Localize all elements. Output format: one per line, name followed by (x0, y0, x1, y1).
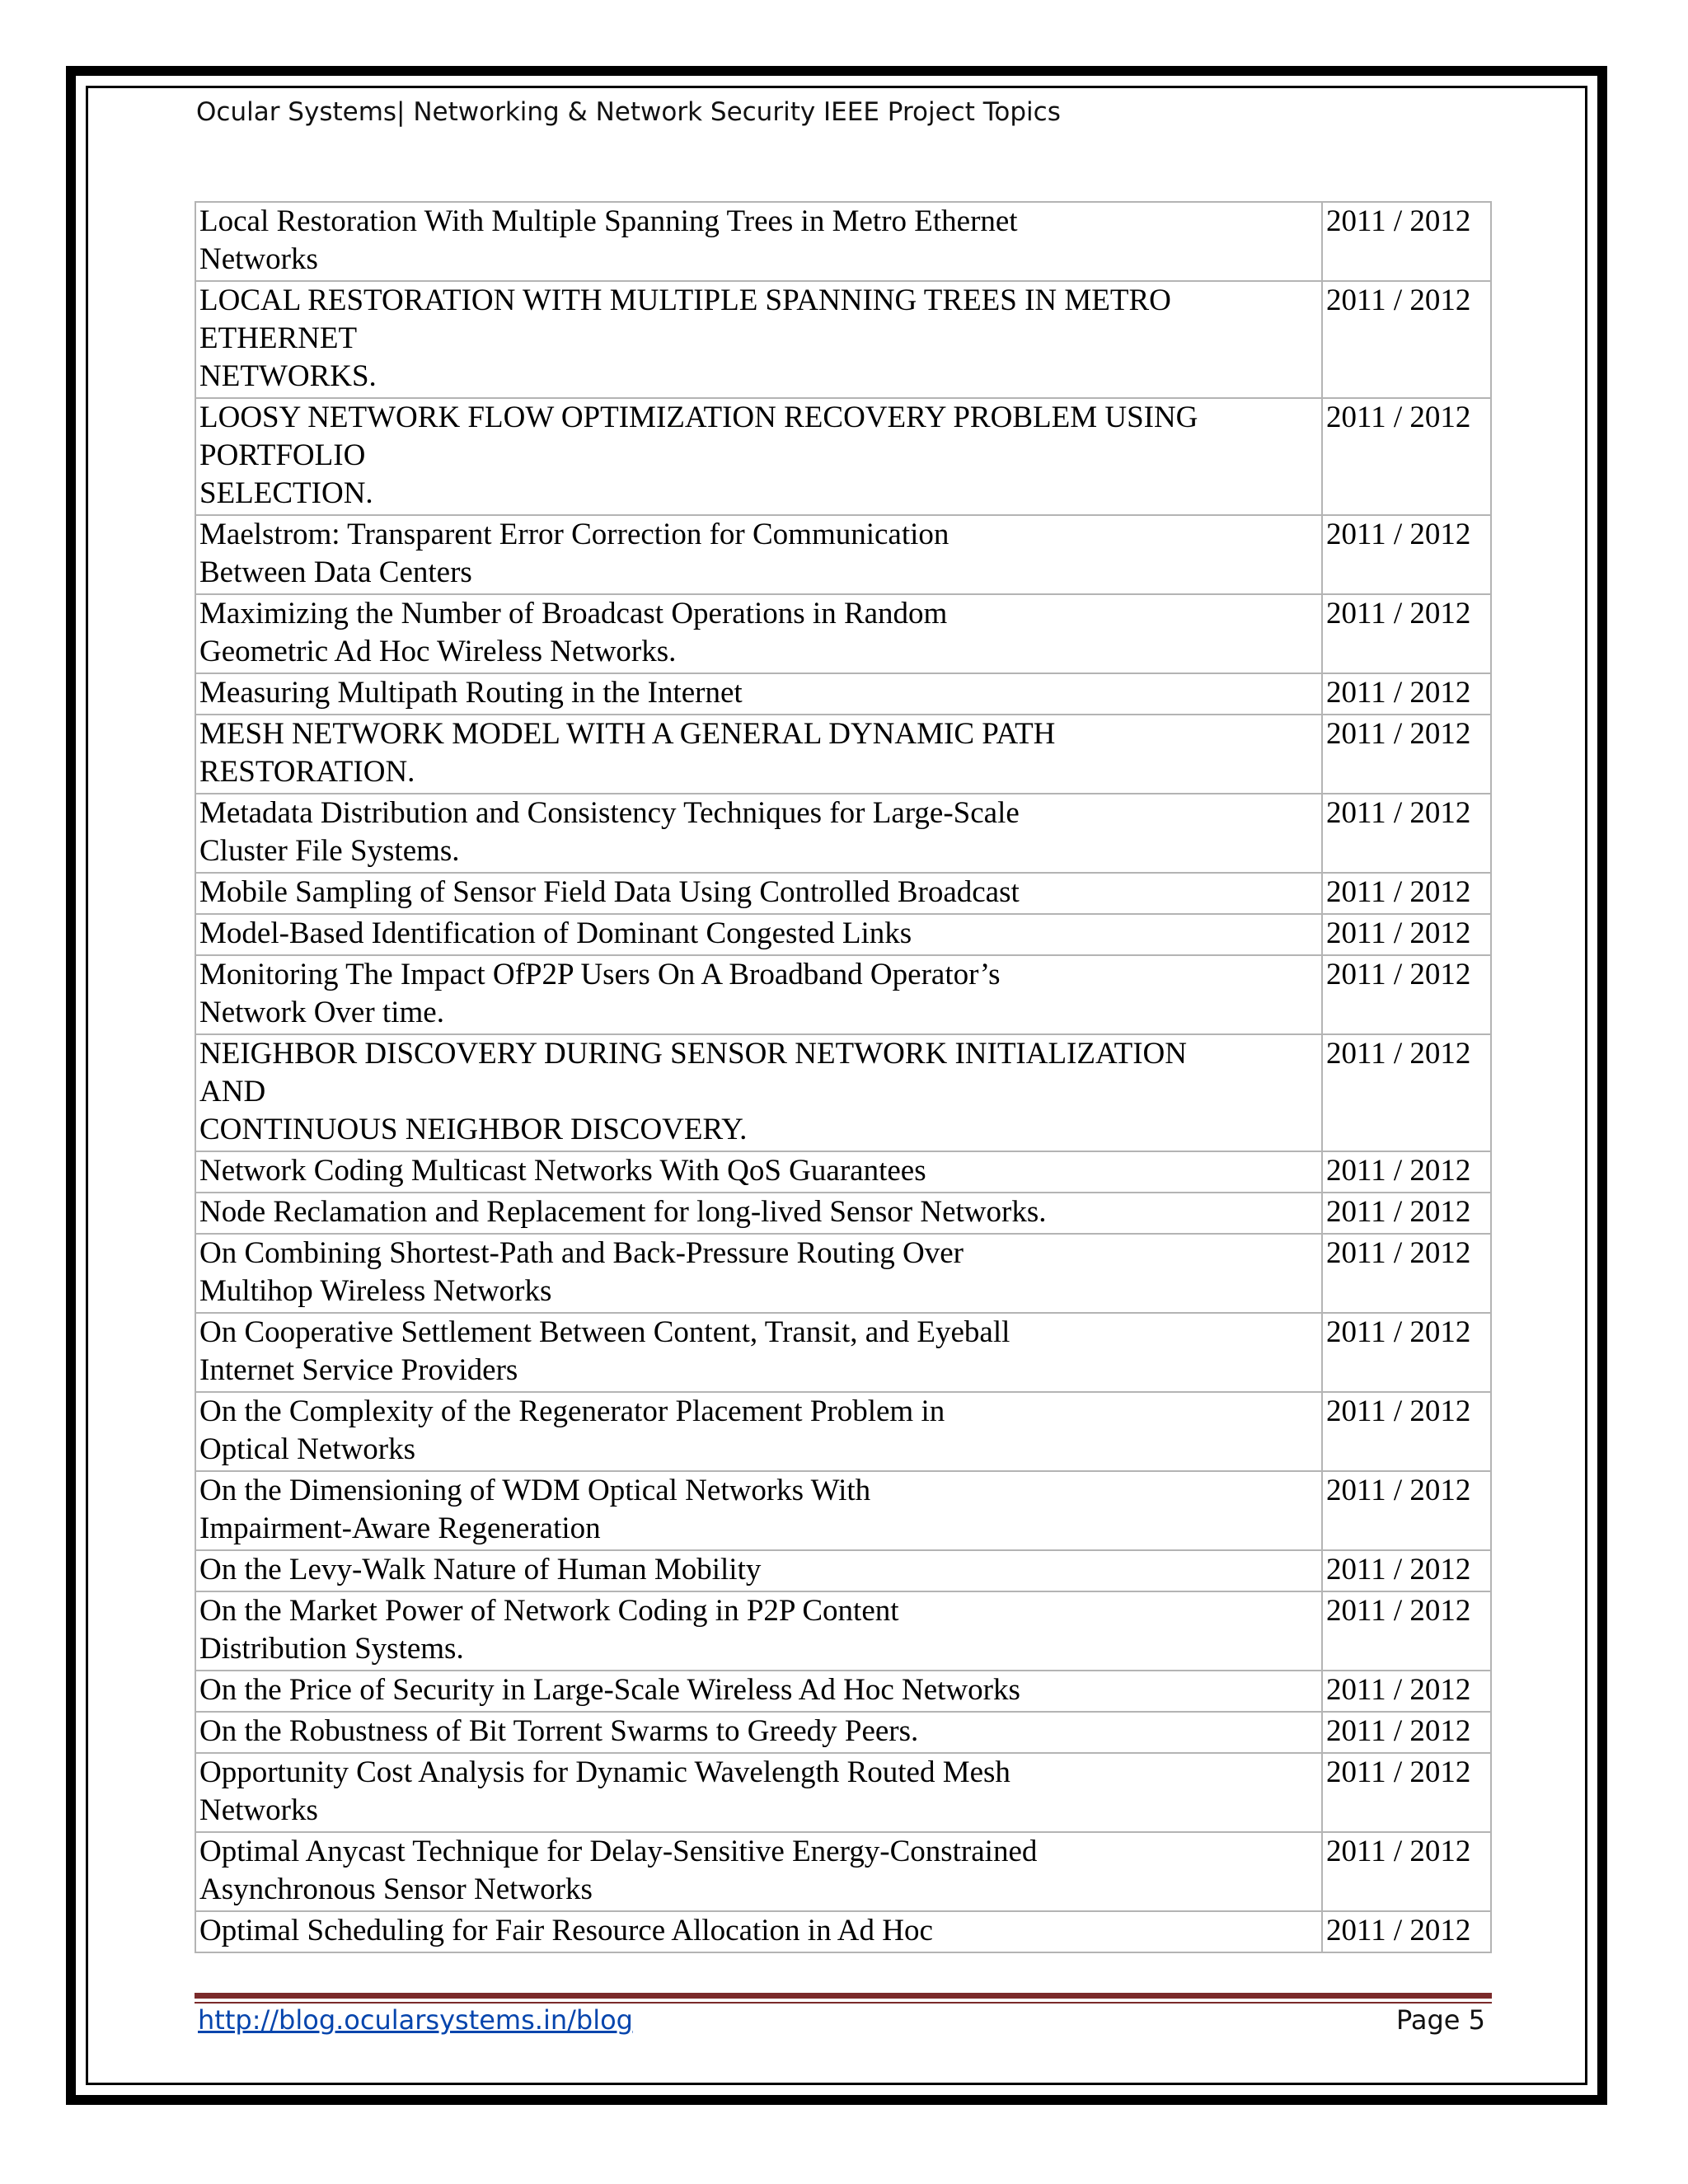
topic-title: Maelstrom: Transparent Error Correction for Communication Between Data Centers (199, 518, 950, 589)
table-row (195, 1712, 1491, 1753)
topic-title-cell (195, 1671, 1322, 1712)
topic-title: On the Levy-Walk Nature of Human Mobility (199, 1553, 762, 1586)
topic-title-cell (195, 1753, 1322, 1832)
topic-title-cell (195, 398, 1322, 515)
topic-year: 2011 / 2012 (1322, 1911, 1491, 1952)
topic-title-cell (195, 202, 1322, 281)
topic-year: 2011 / 2012 (1322, 1753, 1491, 1832)
table-row (195, 914, 1491, 955)
table-row (195, 715, 1491, 794)
table-row (195, 1832, 1491, 1911)
topic-year: 2011 / 2012 (1322, 1151, 1491, 1193)
topic-title: On the Price of Security in Large-Scale Wireless Ad Hoc Networks (199, 1673, 1020, 1707)
topic-year: 2011 / 2012 (1322, 398, 1491, 515)
topic-title-cell (195, 1392, 1322, 1471)
topic-title: NEIGHBOR DISCOVERY DURING SENSOR NETWORK INITIALIZATION AND CONTINUOUS NEIGHBOR DISCOVERY. (199, 1037, 1187, 1146)
table-row (195, 1193, 1491, 1234)
topic-title-cell (195, 594, 1322, 673)
topic-title: Monitoring The Impact OfP2P Users On A Broadband Operator’s Network Over time. (199, 958, 1001, 1029)
topic-title: Mobile Sampling of Sensor Field Data Using Controlled Broadcast (199, 875, 1020, 909)
table-row (195, 202, 1491, 281)
table-row (195, 1671, 1491, 1712)
topic-title-cell (195, 715, 1322, 794)
topic-title: MESH NETWORK MODEL WITH A GENERAL DYNAMIC PATH RESTORATION. (199, 717, 1056, 789)
topic-title: On the Complexity of the Regenerator Placement Problem in Optical Networks (199, 1394, 945, 1466)
footer-blog-link[interactable]: http://blog.ocularsystems.in/blog (198, 2004, 633, 2036)
topic-year: 2011 / 2012 (1322, 1193, 1491, 1234)
topic-title-cell (195, 1591, 1322, 1671)
topic-year: 2011 / 2012 (1322, 281, 1491, 398)
topic-year: 2011 / 2012 (1322, 794, 1491, 873)
topic-title: Model-Based Identification of Dominant Congested Links (199, 916, 912, 950)
topic-title: Network Coding Multicast Networks With QoS Guarantees (199, 1154, 926, 1188)
page-header: Ocular Systems| Networking & Network Security IEEE Project Topics (196, 97, 1061, 127)
topic-title: LOOSY NETWORK FLOW OPTIMIZATION RECOVERY PROBLEM USING PORTFOLIO SELECTION. (199, 401, 1198, 510)
topic-title: On the Dimensioning of WDM Optical Networks With Impairment-Aware Regeneration (199, 1474, 871, 1545)
table-row (195, 594, 1491, 673)
topic-year: 2011 / 2012 (1322, 955, 1491, 1034)
topic-year: 2011 / 2012 (1322, 914, 1491, 955)
table-row (195, 515, 1491, 594)
table-row (195, 673, 1491, 715)
topic-title-cell (195, 794, 1322, 873)
topic-year: 2011 / 2012 (1322, 1591, 1491, 1671)
topic-title: On Cooperative Settlement Between Content, Transit, and Eyeball Internet Service Providers (199, 1315, 1010, 1387)
topic-year: 2011 / 2012 (1322, 1471, 1491, 1550)
topic-year: 2011 / 2012 (1322, 202, 1491, 281)
topic-year: 2011 / 2012 (1322, 673, 1491, 715)
topic-title-cell (195, 1471, 1322, 1550)
topic-title: On the Market Power of Network Coding in P2P Content Distribution Systems. (199, 1594, 899, 1666)
topic-title-cell (195, 1234, 1322, 1313)
topic-year: 2011 / 2012 (1322, 1392, 1491, 1471)
topic-title-cell (195, 1832, 1322, 1911)
table-row (195, 1034, 1491, 1151)
table-row (195, 794, 1491, 873)
footer-divider-thin (195, 2002, 1492, 2004)
topics-table-body (195, 202, 1491, 1952)
footer-divider (195, 1993, 1492, 1999)
topic-title-cell (195, 515, 1322, 594)
topic-title: Maximizing the Number of Broadcast Operations in Random Geometric Ad Hoc Wireless Networks. (199, 597, 948, 668)
topic-title-cell (195, 1151, 1322, 1193)
topic-title-cell (195, 673, 1322, 715)
topic-title-cell (195, 1313, 1322, 1392)
table-row (195, 1313, 1491, 1392)
topic-title: Local Restoration With Multiple Spanning Trees in Metro Ethernet Networks (199, 204, 1018, 276)
topic-title-cell (195, 1550, 1322, 1591)
topic-title: On Combining Shortest-Path and Back-Pressure Routing Over Multihop Wireless Networks (199, 1236, 964, 1308)
table-row (195, 398, 1491, 515)
table-row (195, 281, 1491, 398)
topic-year: 2011 / 2012 (1322, 873, 1491, 914)
topic-title-cell (195, 955, 1322, 1034)
topic-year: 2011 / 2012 (1322, 1234, 1491, 1313)
topic-title-cell (195, 1911, 1322, 1952)
topic-title-cell (195, 1193, 1322, 1234)
topic-title: LOCAL RESTORATION WITH MULTIPLE SPANNING TREES IN METRO ETHERNET NETWORKS. (199, 284, 1171, 393)
topic-year: 2011 / 2012 (1322, 1832, 1491, 1911)
table-row (195, 1234, 1491, 1313)
topic-year: 2011 / 2012 (1322, 594, 1491, 673)
table-row (195, 1753, 1491, 1832)
topic-title: Measuring Multipath Routing in the Internet (199, 676, 743, 710)
topic-title-cell (195, 1712, 1322, 1753)
table-row (195, 1471, 1491, 1550)
topic-title: On the Robustness of Bit Torrent Swarms to Greedy Peers. (199, 1714, 919, 1748)
topic-title-cell (195, 914, 1322, 955)
topic-title: Optimal Anycast Technique for Delay-Sensitive Energy-Constrained Asynchronous Sensor Networks (199, 1835, 1038, 1906)
topic-title: Opportunity Cost Analysis for Dynamic Wavelength Routed Mesh Networks (199, 1755, 1010, 1827)
topic-year: 2011 / 2012 (1322, 1550, 1491, 1591)
table-row (195, 1392, 1491, 1471)
topic-year: 2011 / 2012 (1322, 515, 1491, 594)
table-row (195, 1591, 1491, 1671)
topic-title-cell (195, 873, 1322, 914)
topic-title: Node Reclamation and Replacement for long-lived Sensor Networks. (199, 1195, 1047, 1229)
topic-title: Metadata Distribution and Consistency Techniques for Large-Scale Cluster File Systems. (199, 796, 1020, 868)
topic-year: 2011 / 2012 (1322, 1034, 1491, 1151)
topic-title-cell (195, 1034, 1322, 1151)
topic-year: 2011 / 2012 (1322, 1712, 1491, 1753)
page-number: Page 5 (1396, 2004, 1485, 2036)
topic-year: 2011 / 2012 (1322, 1313, 1491, 1392)
topic-title-cell (195, 281, 1322, 398)
table-row (195, 1151, 1491, 1193)
project-topics-table (195, 201, 1492, 1953)
table-row (195, 1550, 1491, 1591)
table-row (195, 955, 1491, 1034)
topic-year: 2011 / 2012 (1322, 1671, 1491, 1712)
topic-title: Optimal Scheduling for Fair Resource Allocation in Ad Hoc (199, 1914, 933, 1947)
topic-year: 2011 / 2012 (1322, 715, 1491, 794)
table-row (195, 873, 1491, 914)
table-row (195, 1911, 1491, 1952)
